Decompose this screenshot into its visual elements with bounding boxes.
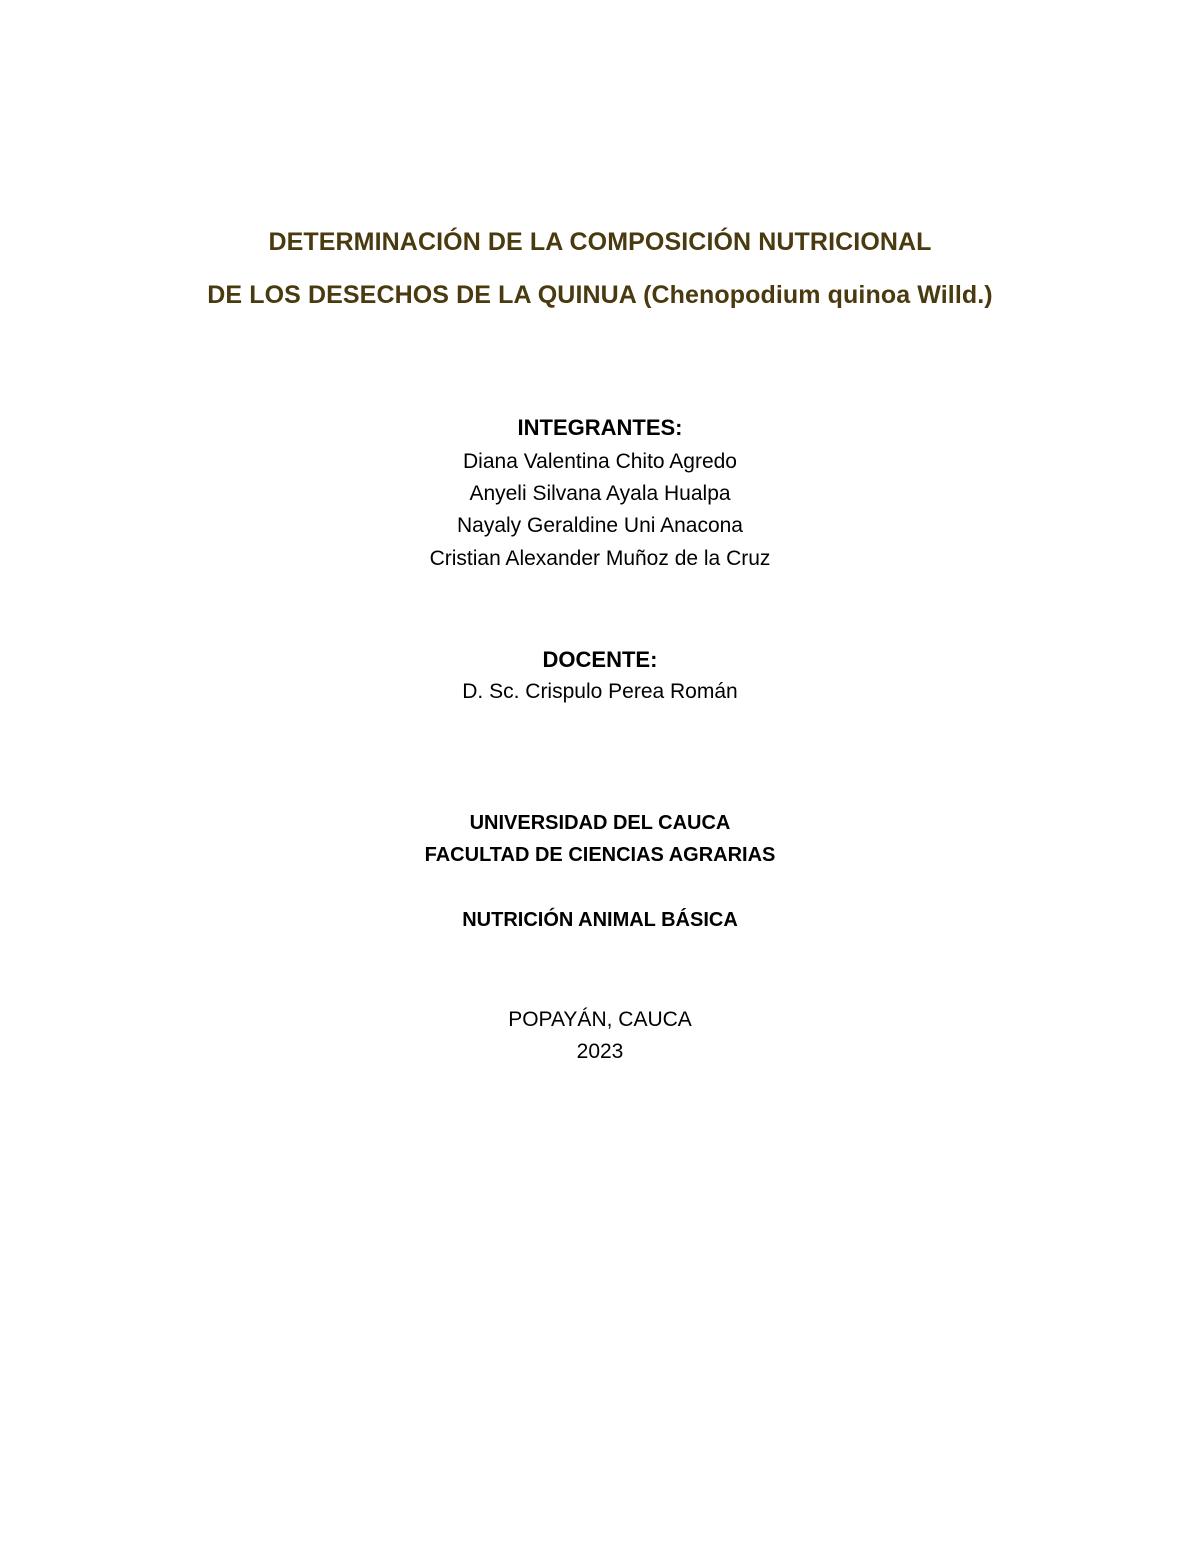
course-name: NUTRICIÓN ANIMAL BÁSICA [462,909,738,931]
location-year: 2023 [576,1040,624,1063]
member-name: Nayaly Geraldine Uni Anacona [456,514,743,537]
location-place: POPAYÁN, CAUCA [508,1008,692,1031]
members-label: INTEGRANTES: [517,415,683,440]
title-line-1: DETERMINACIÓN DE LA COMPOSICIÓN NUTRICIONAL [268,228,932,256]
member-name: Diana Valentina Chito Agredo [463,450,737,473]
member-name: Cristian Alexander Muñoz de la Cruz [429,547,771,570]
title-line-2: DE LOS DESECHOS DE LA QUINUA (Chenopodium quinoa Willd.) [207,281,993,309]
member-name: Anyeli Silvana Ayala Hualpa [469,482,731,505]
teacher-label: DOCENTE: [542,647,658,672]
teacher-name: D. Sc. Crispulo Perea Román [462,680,738,703]
faculty-name: FACULTAD DE CIENCIAS AGRARIAS [424,844,776,866]
university-name: UNIVERSIDAD DEL CAUCA [469,812,731,834]
